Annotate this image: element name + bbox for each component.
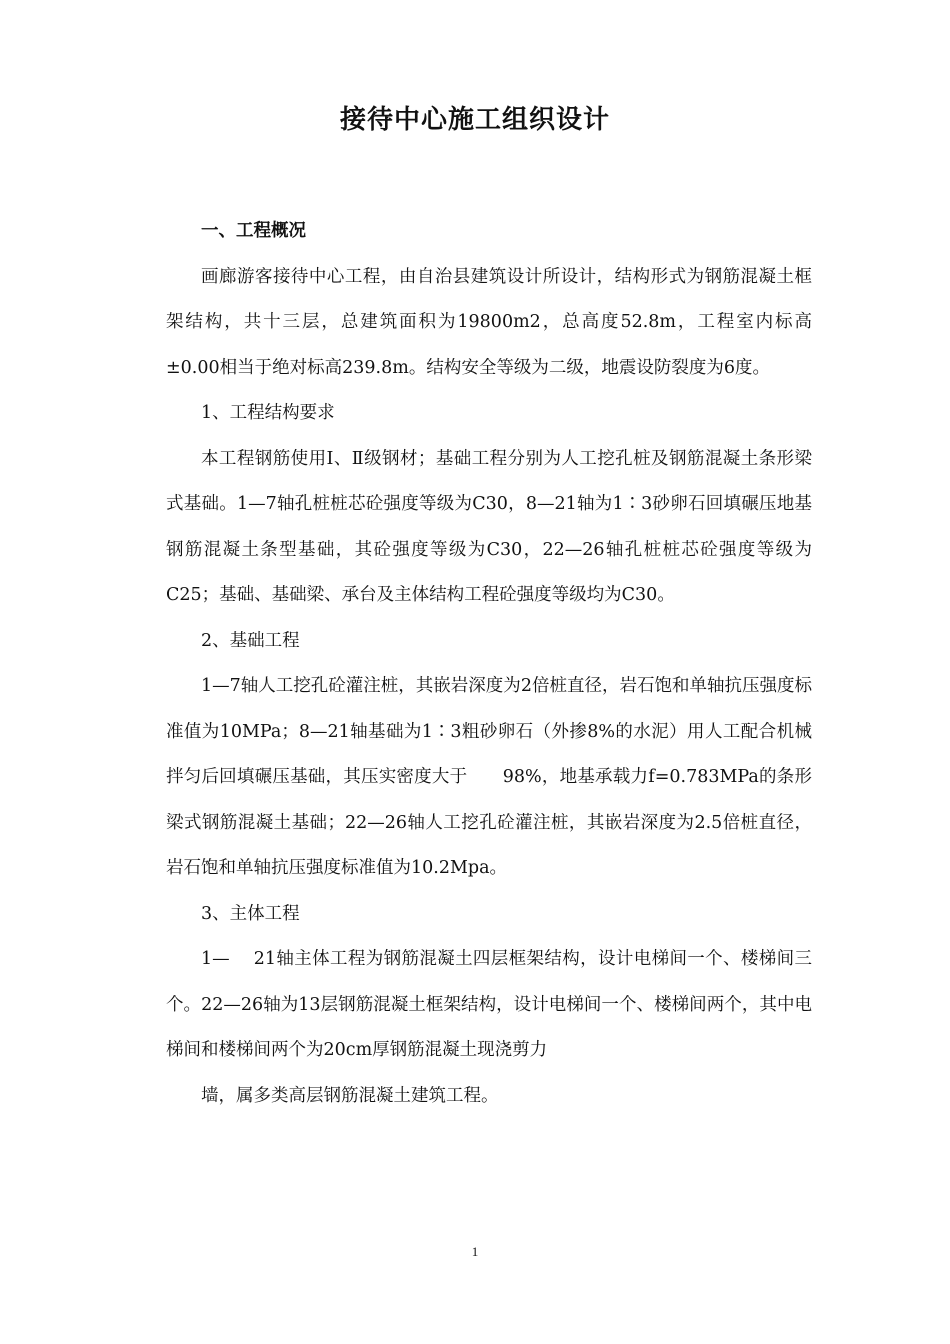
document-body <box>166 209 812 1119</box>
paragraph-overview: 画廊游客接待中心工程，由自治县建筑设计所设计，结构形式为钢筋混凝土框架结构，共十三层，总建筑面积为19800m2，总高度52.8m，工程室内标高±0.00相当于绝对标高239.8m。结构安全等级为二级，地震设防裂度为6度。 <box>166 266 812 378</box>
paragraph-main-structure-continued: 墙，属多类高层钢筋混凝土建筑工程。 <box>201 1085 499 1106</box>
page-title: 接待中心施工组织设计 <box>339 105 610 135</box>
paragraph-structure-requirements: 本工程钢筋使用Ⅰ、Ⅱ级钢材；基础工程分别为人工挖孔桩及钢筋混凝土条形梁式基础。1—7轴孔桩桩芯砼强度等级为C30，8—21轴为1∶3砂卵石回填碾压地基钢筋混凝土条型基础，其砼强度等级为C30，22—26轴孔桩桩芯砼强度等级为C25；基础、基础梁、承台及主体结构工程砼强度等级均为C30。 <box>166 448 812 605</box>
page-number: 1 <box>471 1244 479 1259</box>
section-heading-overview: 一、工程概况 <box>201 221 306 241</box>
subheading-structure-requirements: 1、工程结构要求 <box>201 403 335 423</box>
paragraph-main-structure: 1— 21轴主体工程为钢筋混凝土四层框架结构，设计电梯间一个、楼梯间三个。22—26轴为13层钢筋混凝土框架结构，设计电梯间一个、楼梯间两个，其中电梯间和楼梯间两个为20cm厚钢筋混凝土现浇剪力 <box>166 949 812 1060</box>
paragraph-foundation: 1—7轴人工挖孔砼灌注桩，其嵌岩深度为2倍桩直径，岩石饱和单轴抗压强度标准值为10MPa；8—21轴基础为1∶3粗砂卵石（外掺8%的水泥）用人工配合机械拌匀后回填碾压基础，其压实密度大于 98%，地基承载力f=0.783MPa的条形梁式钢筋混凝土基础；22—26轴人工挖孔砼灌注桩，其嵌岩深度为2.5倍桩直径，岩石饱和单轴抗压强度标准值为10.2Mpa。 <box>166 676 812 878</box>
subheading-foundation: 2、基础工程 <box>201 630 300 651</box>
subheading-main-structure: 3、主体工程 <box>201 903 300 924</box>
